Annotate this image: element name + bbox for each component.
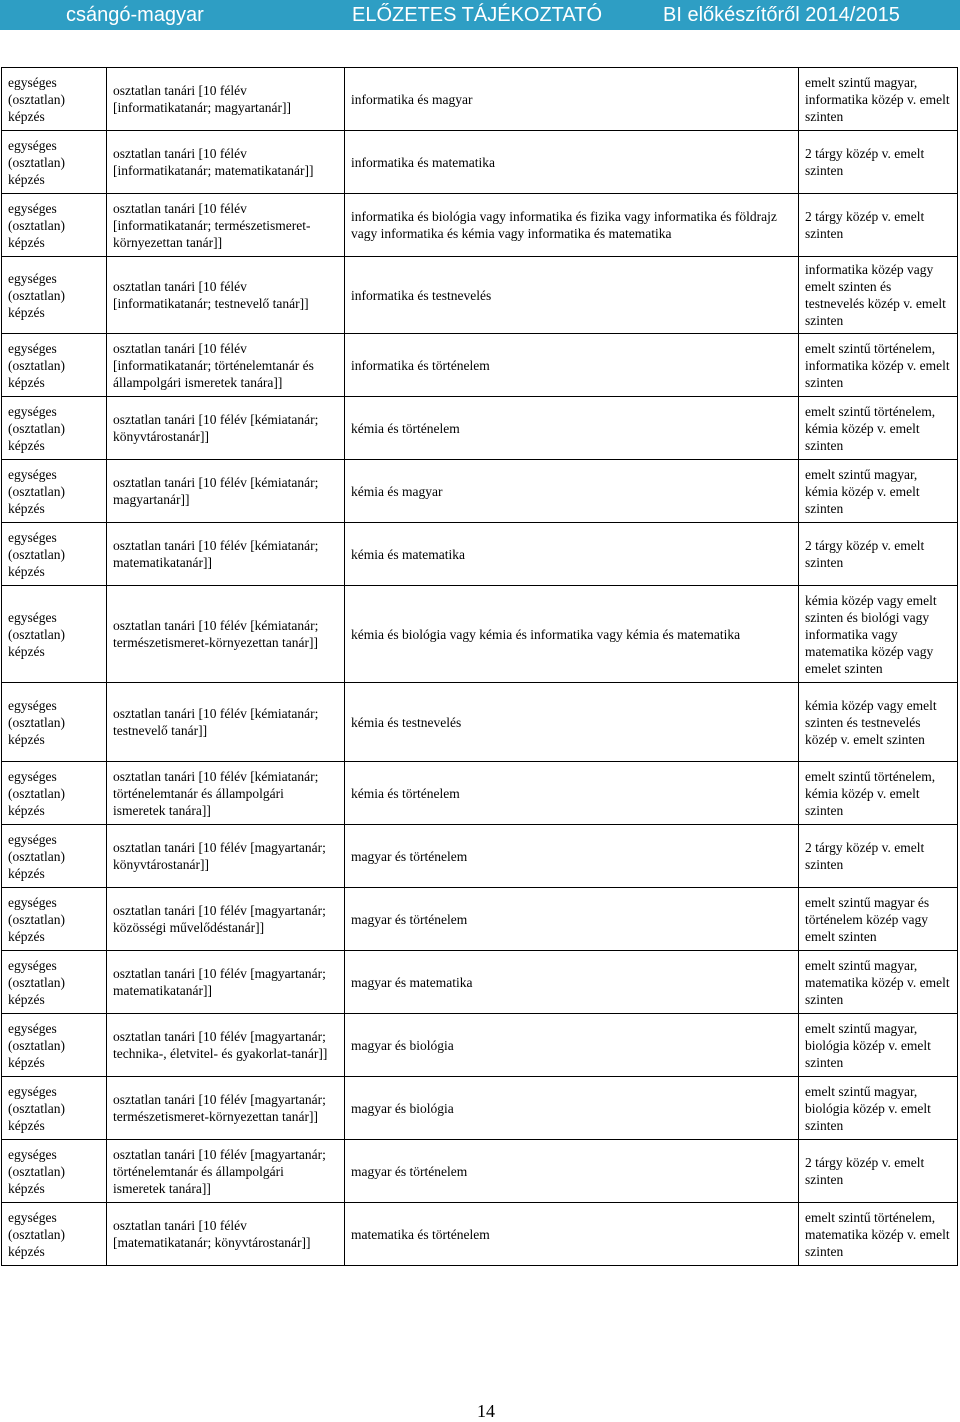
table-row [2,683,958,762]
requirement-cell: emelt szintű magyar, biológia közép v. emelt szinten [799,1014,958,1077]
requirement-cell: emelt szintű történelem, informatika közép v. emelt szinten [799,334,958,397]
subjects-cell: kémia és történelem [345,762,799,825]
table-row [2,1077,958,1140]
program-cell: osztatlan tanári [10 félév [magyartanár; történelemtanár és állampolgári ismeretek tanára]] [107,1140,345,1203]
requirement-cell: kémia közép vagy emelt szinten és testnevelés közép v. emelt szinten [799,683,958,762]
requirement-cell: emelt szintű történelem, kémia közép v. emelt szinten [799,762,958,825]
requirement-cell: emelt szintű történelem, kémia közép v. emelt szinten [799,397,958,460]
program-cell: osztatlan tanári [10 félév [kémiatanár; testnevelő tanár]] [107,683,345,762]
program-cell: osztatlan tanári [10 félév [kémiatanár; matematikatanár]] [107,523,345,586]
subjects-cell: kémia és magyar [345,460,799,523]
subjects-cell: informatika és matematika [345,131,799,194]
training-type-cell: egységes (osztatlan) képzés [2,951,107,1014]
header-title: ELŐZETES TÁJÉKOZTATÓ [352,4,603,26]
subjects-cell: magyar és biológia [345,1014,799,1077]
training-type-cell: egységes (osztatlan) képzés [2,683,107,762]
table-row [2,1140,958,1203]
table-row [2,194,958,257]
requirement-cell: kémia közép vagy emelt szinten és biológi vagy informatika vagy matematika közép vagy emelet szinten [799,586,958,683]
subjects-cell: magyar és matematika [345,951,799,1014]
table-row [2,1014,958,1077]
table-row [2,523,958,586]
training-type-cell: egységes (osztatlan) képzés [2,1077,107,1140]
program-cell: osztatlan tanári [10 félév [matematikatanár; könyvtárostanár]] [107,1203,345,1266]
table-row [2,257,958,334]
training-type-cell: egységes (osztatlan) képzés [2,825,107,888]
training-type-cell: egységes (osztatlan) képzés [2,1014,107,1077]
table-row [2,397,958,460]
table-row [2,460,958,523]
requirement-cell: emelt szintű magyar, informatika közép v. emelt szinten [799,68,958,131]
training-type-cell: egységes (osztatlan) képzés [2,1203,107,1266]
subjects-cell: informatika és történelem [345,334,799,397]
table-row [2,68,958,131]
training-type-cell: egységes (osztatlan) képzés [2,586,107,683]
requirement-cell: informatika közép vagy emelt szinten és testnevelés közép v. emelt szinten [799,257,958,334]
program-cell: osztatlan tanári [10 félév [informatikatanár; matematikatanár]] [107,131,345,194]
program-cell: osztatlan tanári [10 félév [informatikatanár; történelemtanár és állampolgári ismeretek tanára]] [107,334,345,397]
requirement-cell: emelt szintű magyar és történelem közép vagy emelt szinten [799,888,958,951]
program-cell: osztatlan tanári [10 félév [kémiatanár; természetismeret-környezettan tanár]] [107,586,345,683]
table-row [2,762,958,825]
requirement-cell: emelt szintű történelem, matematika közép v. emelt szinten [799,1203,958,1266]
program-cell: osztatlan tanári [10 félév [magyartanár; természetismeret-környezettan tanár]] [107,1077,345,1140]
header-right-text: BI előkészítőről 2014/2015 [663,4,900,26]
table-row [2,825,958,888]
subjects-cell: magyar és történelem [345,1140,799,1203]
subjects-cell: kémia és biológia vagy kémia és informatika vagy kémia és matematika [345,586,799,683]
program-cell: osztatlan tanári [10 félév [magyartanár; könyvtárostanár]] [107,825,345,888]
table-row [2,586,958,683]
subjects-cell: kémia és történelem [345,397,799,460]
page-header [0,0,960,30]
requirement-cell: 2 tárgy közép v. emelt szinten [799,523,958,586]
subjects-cell: informatika és magyar [345,68,799,131]
program-cell: osztatlan tanári [10 félév [kémiatanár; történelemtanár és állampolgári ismeretek tanára]] [107,762,345,825]
subjects-cell: kémia és matematika [345,523,799,586]
page-number: 14 [477,1401,495,1421]
training-type-cell: egységes (osztatlan) képzés [2,1140,107,1203]
program-cell: osztatlan tanári [10 félév [magyartanár; közösségi művelődéstanár]] [107,888,345,951]
program-cell: osztatlan tanári [10 félév [informatikatanár; természetismeret-környezettan tanár]] [107,194,345,257]
training-type-cell: egységes (osztatlan) képzés [2,194,107,257]
program-cell: osztatlan tanári [10 félév [informatikatanár; magyartanár]] [107,68,345,131]
training-type-cell: egységes (osztatlan) képzés [2,762,107,825]
training-type-cell: egységes (osztatlan) képzés [2,888,107,951]
subjects-cell: magyar és biológia [345,1077,799,1140]
program-cell: osztatlan tanári [10 félév [magyartanár; matematikatanár]] [107,951,345,1014]
requirement-cell: emelt szintű magyar, kémia közép v. emelt szinten [799,460,958,523]
training-type-cell: egységes (osztatlan) képzés [2,523,107,586]
subjects-cell: informatika és biológia vagy informatika és fizika vagy informatika és földrajz vagy informatika és kémia vagy informatika és matematika [345,194,799,257]
training-type-cell: egységes (osztatlan) képzés [2,131,107,194]
subjects-cell: magyar és történelem [345,888,799,951]
program-cell: osztatlan tanári [10 félév [kémiatanár; könyvtárostanár]] [107,397,345,460]
table-row [2,334,958,397]
training-type-cell: egységes (osztatlan) képzés [2,397,107,460]
requirement-cell: 2 tárgy közép v. emelt szinten [799,131,958,194]
table-row [2,888,958,951]
requirement-cell: 2 tárgy közép v. emelt szinten [799,1140,958,1203]
table-row [2,131,958,194]
subjects-cell: matematika és történelem [345,1203,799,1266]
program-cell: osztatlan tanári [10 félév [kémiatanár; magyartanár]] [107,460,345,523]
header-left-text: csángó-magyar [66,4,204,26]
training-type-cell: egységes (osztatlan) képzés [2,460,107,523]
programs-table [1,67,958,1266]
requirement-cell: 2 tárgy közép v. emelt szinten [799,194,958,257]
training-type-cell: egységes (osztatlan) képzés [2,68,107,131]
subjects-cell: informatika és testnevelés [345,257,799,334]
table-row [2,951,958,1014]
requirement-cell: 2 tárgy közép v. emelt szinten [799,825,958,888]
training-type-cell: egységes (osztatlan) képzés [2,334,107,397]
program-cell: osztatlan tanári [10 félév [informatikatanár; testnevelő tanár]] [107,257,345,334]
requirement-cell: emelt szintű magyar, matematika közép v. emelt szinten [799,951,958,1014]
program-cell: osztatlan tanári [10 félév [magyartanár; technika-, életvitel- és gyakorlat-tanár]] [107,1014,345,1077]
subjects-cell: magyar és történelem [345,825,799,888]
subjects-cell: kémia és testnevelés [345,683,799,762]
programs-table-body [2,68,958,1266]
training-type-cell: egységes (osztatlan) képzés [2,257,107,334]
table-row [2,1203,958,1266]
requirement-cell: emelt szintű magyar, biológia közép v. emelt szinten [799,1077,958,1140]
